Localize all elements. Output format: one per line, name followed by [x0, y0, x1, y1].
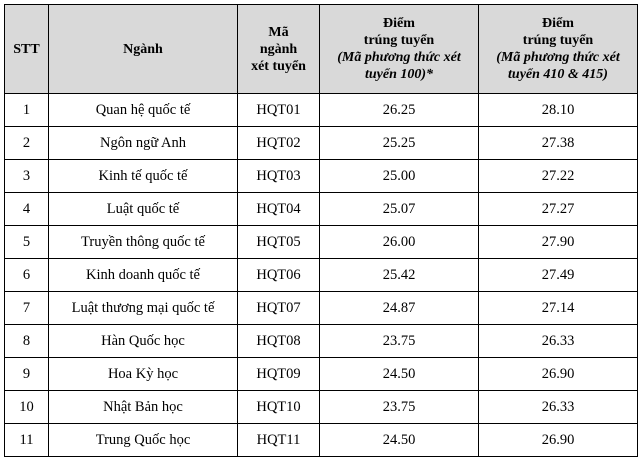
cell-ma-nganh: HQT06: [238, 259, 320, 292]
cell-stt: 6: [5, 259, 49, 292]
table-row: [5, 325, 638, 358]
cell-ma-nganh: HQT02: [238, 127, 320, 160]
header-diem-100-title: trúng tuyển: [363, 33, 435, 48]
cell-diem-410: 27.14: [479, 292, 638, 325]
cell-nganh: Quan hệ quốc tế: [49, 94, 238, 127]
cell-stt: 5: [5, 226, 49, 259]
cell-stt: 2: [5, 127, 49, 160]
cell-ma-nganh: HQT10: [238, 391, 320, 424]
cell-diem-410: 27.22: [479, 160, 638, 193]
cell-ma-nganh: HQT03: [238, 160, 320, 193]
table-row: [5, 94, 638, 127]
header-diem-100-title: Điểm: [383, 16, 415, 31]
table-row: [5, 226, 638, 259]
cell-ma-nganh: HQT05: [238, 226, 320, 259]
cell-diem-410: 28.10: [479, 94, 638, 127]
table-row: [5, 127, 638, 160]
cell-diem-100: 23.75: [320, 391, 479, 424]
header-nganh: Ngành: [49, 5, 238, 94]
cell-stt: 3: [5, 160, 49, 193]
cell-diem-410: 27.49: [479, 259, 638, 292]
cell-stt: 10: [5, 391, 49, 424]
header-ma-nganh-line: ngành: [259, 41, 298, 57]
header-diem-410-note: (Mã phương thức xét: [496, 50, 620, 65]
header-stt: STT: [5, 5, 49, 94]
cell-diem-100: 23.75: [320, 325, 479, 358]
header-diem-100-note: tuyển 100)*: [364, 67, 434, 82]
header-ma-nganh: [238, 5, 320, 94]
header-ma-nganh-line: xét tuyển: [251, 58, 306, 74]
cell-diem-410: 26.33: [479, 391, 638, 424]
admission-scores-table: [4, 4, 638, 457]
cell-nganh: Luật thương mại quốc tế: [49, 292, 238, 325]
header-diem-410-title: trúng tuyển: [522, 33, 594, 48]
cell-diem-100: 24.87: [320, 292, 479, 325]
cell-diem-100: 24.50: [320, 358, 479, 391]
cell-stt: 8: [5, 325, 49, 358]
cell-nganh: Luật quốc tế: [49, 193, 238, 226]
cell-nganh: Kinh tế quốc tế: [49, 160, 238, 193]
cell-stt: 4: [5, 193, 49, 226]
cell-diem-100: 26.00: [320, 226, 479, 259]
admission-scores-table-container: [4, 4, 638, 457]
cell-ma-nganh: HQT07: [238, 292, 320, 325]
table-row: [5, 193, 638, 226]
table-header-row: [5, 5, 638, 94]
cell-nganh: Ngôn ngữ Anh: [49, 127, 238, 160]
cell-nganh: Nhật Bản học: [49, 391, 238, 424]
cell-diem-410: 27.38: [479, 127, 638, 160]
table-row: [5, 292, 638, 325]
cell-diem-410: 26.33: [479, 325, 638, 358]
table-row: [5, 424, 638, 457]
cell-diem-410: 27.90: [479, 226, 638, 259]
cell-diem-410: 26.90: [479, 424, 638, 457]
cell-ma-nganh: HQT09: [238, 358, 320, 391]
cell-nganh: Hàn Quốc học: [49, 325, 238, 358]
cell-diem-100: 25.25: [320, 127, 479, 160]
table-row: [5, 160, 638, 193]
header-ma-nganh-line: Mã: [268, 24, 289, 40]
cell-ma-nganh: HQT04: [238, 193, 320, 226]
cell-diem-100: 25.42: [320, 259, 479, 292]
cell-nganh: Trung Quốc học: [49, 424, 238, 457]
cell-ma-nganh: HQT01: [238, 94, 320, 127]
cell-diem-410: 27.27: [479, 193, 638, 226]
cell-nganh: Kinh doanh quốc tế: [49, 259, 238, 292]
cell-nganh: Truyền thông quốc tế: [49, 226, 238, 259]
cell-ma-nganh: HQT08: [238, 325, 320, 358]
header-diem-410-note: tuyển 410 & 415): [508, 67, 608, 82]
cell-diem-410: 26.90: [479, 358, 638, 391]
header-diem-410: [479, 5, 638, 94]
header-diem-100-note: (Mã phương thức xét: [337, 50, 461, 65]
cell-stt: 1: [5, 94, 49, 127]
header-diem-100: [320, 5, 479, 94]
table-row: [5, 391, 638, 424]
cell-nganh: Hoa Kỳ học: [49, 358, 238, 391]
cell-stt: 7: [5, 292, 49, 325]
table-row: [5, 358, 638, 391]
cell-stt: 11: [5, 424, 49, 457]
cell-ma-nganh: HQT11: [238, 424, 320, 457]
cell-diem-100: 26.25: [320, 94, 479, 127]
table-row: [5, 259, 638, 292]
cell-diem-100: 25.00: [320, 160, 479, 193]
cell-diem-100: 24.50: [320, 424, 479, 457]
cell-diem-100: 25.07: [320, 193, 479, 226]
cell-stt: 9: [5, 358, 49, 391]
header-diem-410-title: Điểm: [542, 16, 574, 31]
